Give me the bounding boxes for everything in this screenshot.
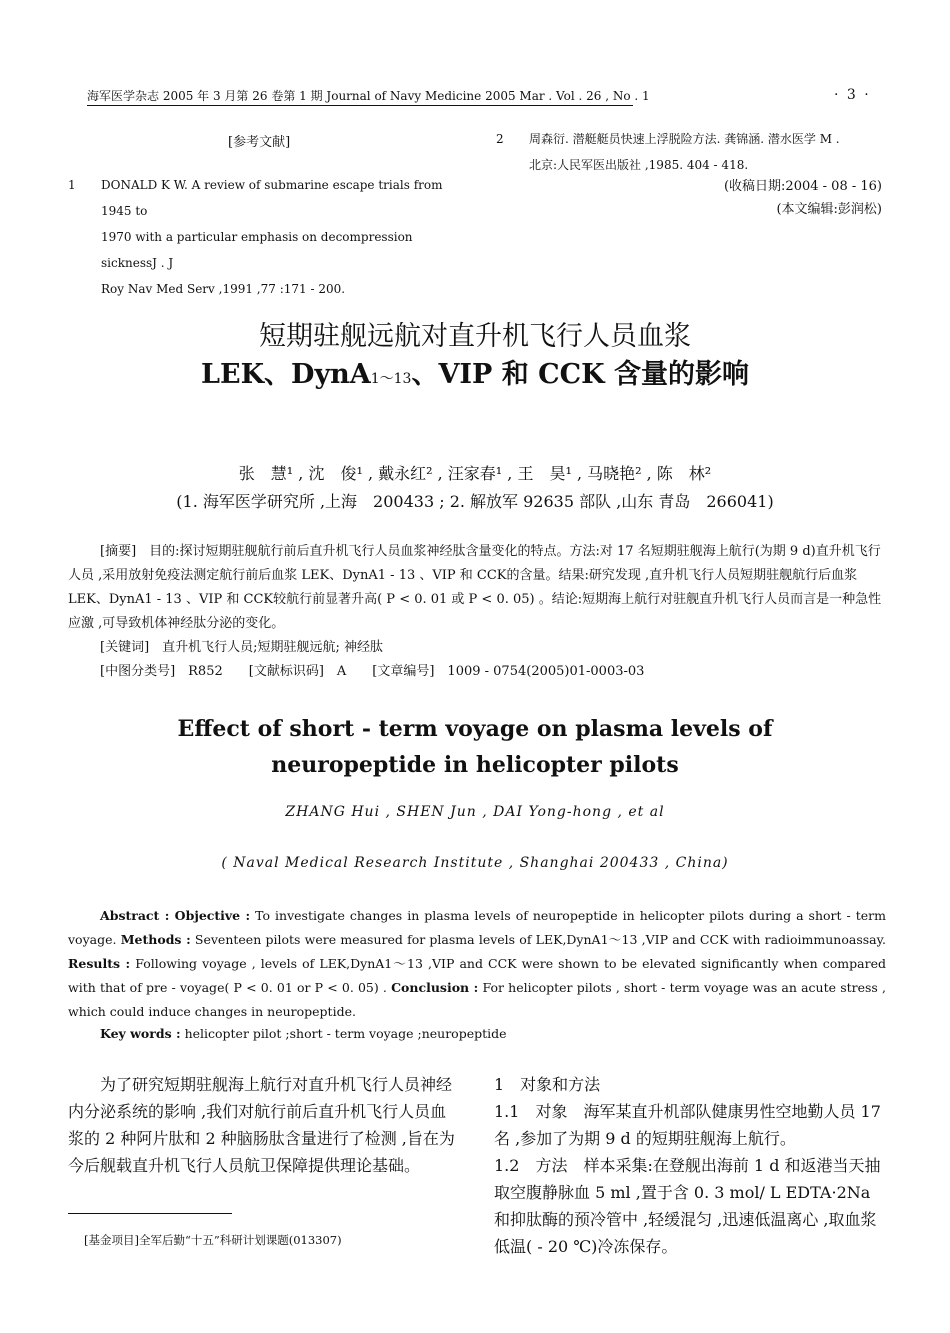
footnote-divider: [68, 1213, 232, 1214]
chinese-authors: 张 慧¹ , 沈 俊¹ , 戴永红² , 汪家春¹ , 王 昊¹ , 马晓艳² , 陈 林²: [238, 464, 712, 483]
introduction: [68, 1071, 460, 1179]
received-date: (收稿日期:2004 - 08 - 16): [723, 179, 882, 194]
abstract-conclusion-label: Conclusion :: [391, 980, 479, 995]
chinese-keywords: [关键词] 直升机飞行人员;短期驻舰远航; 神经肽: [100, 640, 384, 655]
abstract-objective: To investigate changes in plasma levels of neuropeptide in helicopter pilots during a short - term voyage.: [68, 908, 887, 947]
methods-section: [494, 1071, 888, 1260]
english-affiliation: ( Naval Medical Research Institute , Shanghai 200433 , China): [221, 855, 729, 871]
reference-entry-2: [529, 126, 889, 178]
abstract-results-label: Results :: [68, 956, 131, 971]
abstract-methods-label: Methods :: [120, 932, 191, 947]
methods-paragraph-2: 1.2 方法 样本采集:在登舰出海前 1 d 和返港当天抽取空腹静脉血 5 ml ,置于含 0. 3 mol/ L EDTA·2Na 和抑肽酶的预冷管中 ,轻缓混匀 ,迅速低温离心 ,取血浆低温( - 20 ℃)冷冻保存。: [494, 1156, 881, 1256]
keywords-text: helicopter pilot ;short - term voyage ;neuropeptide: [180, 1026, 507, 1041]
abstract-methods: Seventeen pilots were measured for plasma levels of LEK,DynA1～13 ,VIP and CCK with radioimmunoassay.: [190, 932, 886, 947]
classification-line: [中图分类号] R852 [文献标识码] A [文章编号] 1009 - 0754(2005)01-0003-03: [100, 664, 645, 679]
chinese-title-line-2: [0, 356, 950, 398]
english-abstract: [68, 904, 886, 1024]
editor-note: (本文编辑:彭润松): [776, 202, 882, 217]
english-title-line-2: neuropeptide in helicopter pilots: [271, 752, 679, 778]
abstract-objective-label: Abstract : Objective :: [100, 908, 251, 923]
reference-number: 1: [68, 178, 76, 192]
english-authors: ZHANG Hui , SHEN Jun , DAI Yong-hong , et al: [285, 804, 665, 820]
reference-line: Roy Nav Med Serv ,1991 ,77 :171 - 200.: [101, 282, 346, 296]
abstract-conclusion: For helicopter pilots , short - term voyage was an acute stress , which could induce changes in neuropeptide.: [68, 980, 886, 1019]
reference-line: 1970 with a particular emphasis on decompression sicknessJ . J: [101, 230, 413, 270]
reference-number: 2: [496, 132, 504, 146]
introduction-text: 为了研究短期驻舰海上航行对直升机飞行人员神经内分泌系统的影响 ,我们对航行前后直升机飞行人员血浆的 2 种阿片肽和 2 种脑肠肽含量进行了检测 ,旨在为今后舰载直升机飞行人员航卫保障提供理论基础。: [68, 1075, 455, 1175]
chinese-title-line-1: 短期驻舰远航对直升机飞行人员血浆: [259, 321, 691, 352]
keywords-label: Key words :: [100, 1026, 181, 1041]
english-title-line-1: Effect of short - term voyage on plasma levels of: [177, 716, 773, 742]
chinese-title-line-2-part-b: 、VIP 和 CCK 含量的影响: [411, 359, 749, 390]
chinese-title-subscript: 1～13: [370, 371, 412, 387]
methods-paragraph-1: 1.1 对象 海军某直升机部队健康男性空地勤人员 17 名 ,参加了为期 9 d 的短期驻舰海上航行。: [494, 1102, 881, 1148]
chinese-title-line-2-part-a: LEK、DynA: [201, 359, 371, 390]
page-number: · 3 ·: [834, 87, 871, 103]
running-header: 海军医学杂志 2005 年 3 月第 26 卷第 1 期 Journal of Navy Medicine 2005 Mar . Vol . 26 , No . 1: [87, 88, 633, 106]
english-title: [0, 711, 950, 783]
methods-heading: 1 对象和方法: [494, 1075, 601, 1094]
chinese-title: [0, 318, 950, 398]
reference-entry-1: [101, 172, 463, 302]
references-heading: [参考文献]: [228, 135, 291, 150]
chinese-affiliation: (1. 海军医学研究所 ,上海 200433 ; 2. 解放军 92635 部队 ,山东 青岛 266041): [176, 492, 774, 511]
reference-line: DONALD K W. A review of submarine escape trials from 1945 to: [101, 178, 443, 218]
chinese-abstract: [68, 540, 884, 684]
funding-footnote: [基金项目]全军后勤“十五”科研计划课题(013307): [84, 1233, 342, 1247]
abstract-results: Following voyage , levels of LEK,DynA1～13 ,VIP and CCK were shown to be elevated significantly when compared with that of pre - voyage( P < 0. 01 or P < 0. 05) .: [68, 956, 886, 995]
chinese-abstract-text: [摘要] 目的:探讨短期驻舰航行前后直升机飞行人员血浆神经肽含量变化的特点。方法:对 17 名短期驻舰海上航行(为期 9 d)直升机飞行人员 ,采用放射免疫法测定航行前后血浆 LEK、DynA1 - 13 、VIP 和 CCK的含量。结果:研究发现 ,直升机飞行人员短期驻舰航行后血浆 LEK、DynA1 - 13 、VIP 和 CCK较航行前显著升高( P < 0. 01 或 P < 0. 05) 。结论:短期海上航行对驻舰直升机飞行人员而言是一种急性应激 ,可导致机体神经肽分泌的变化。: [68, 544, 882, 631]
english-keywords: [100, 1026, 507, 1041]
reference-line: 北京:人民军医出版社 ,1985. 404 - 418.: [529, 158, 749, 172]
reference-line: 周森衍. 潜艇艇员快速上浮脱险方法. 龚锦涵. 潜水医学 M .: [529, 132, 840, 146]
english-abstract-text: [68, 904, 886, 1024]
